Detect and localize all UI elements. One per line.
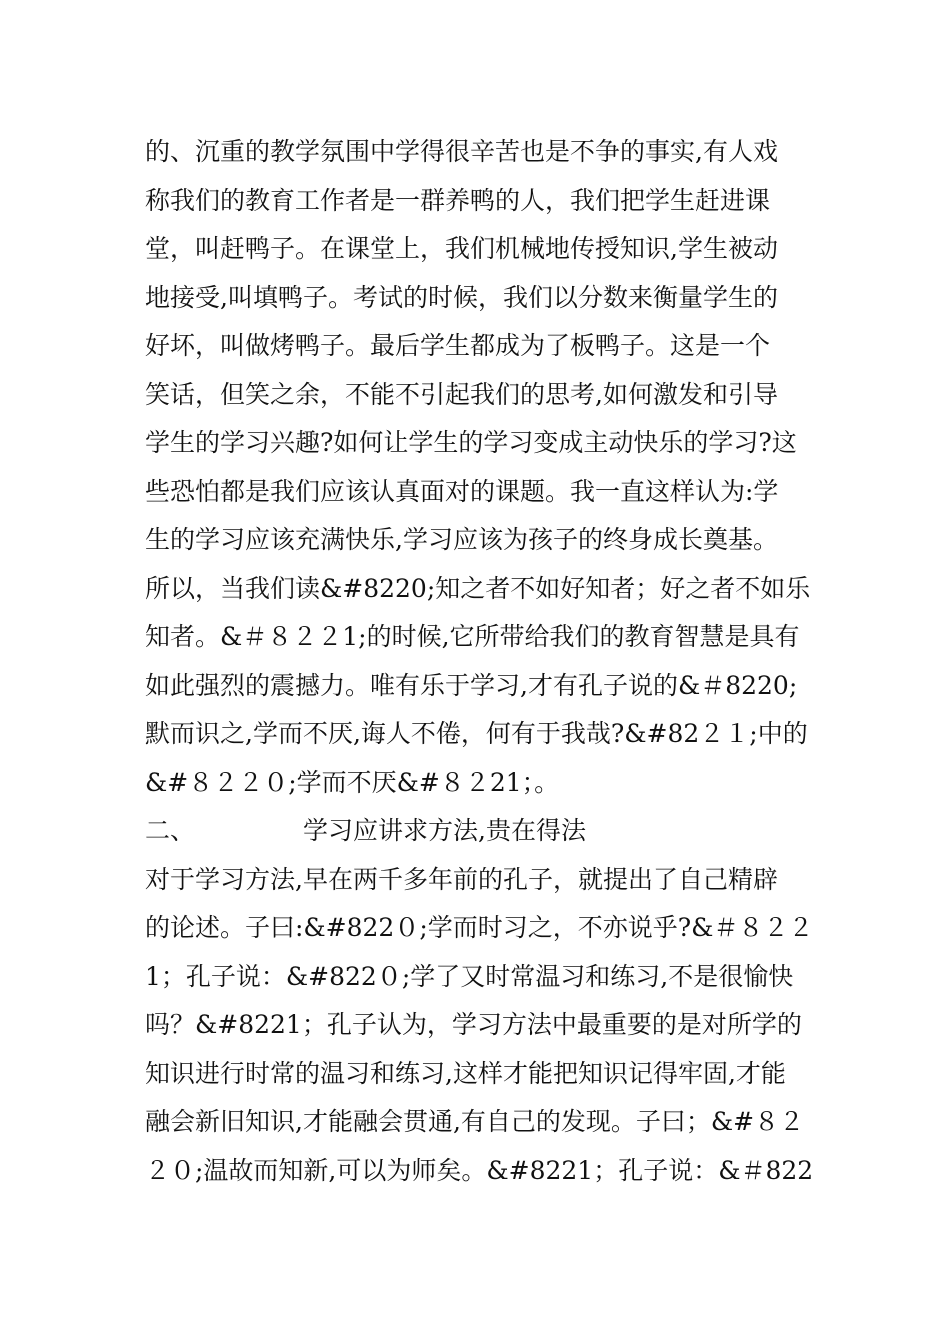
- text-line: 的论述。子曰:&#822０;学而时习之，不亦说乎?&＃８２２: [145, 913, 814, 942]
- section-number: 二、: [145, 816, 196, 845]
- text-line: 如此强烈的震撼力。唯有乐于学习,才有孔子说的&＃8220;: [145, 670, 798, 700]
- text-line: 笑话，但笑之余，不能不引起我们的思考,如何激发和引导: [145, 379, 778, 409]
- text-line: 堂，叫赶鸭子。在课堂上，我们机械地传授知识,学生被动: [145, 234, 778, 263]
- text-line: 对于学习方法,早在两千多年前的孔子，就提出了自己精辟: [145, 864, 778, 894]
- text-line: 知识进行时常的温习和练习,这样才能把知识记得牢固,才能: [145, 1058, 786, 1088]
- text-line: 些恐怕都是我们应该认真面对的课题。我一直这样认为:学: [145, 476, 779, 506]
- text-line: 融会新旧知识,才能融会贯通,有自己的发现。子曰；&#８２: [145, 1107, 805, 1136]
- text-line: 吗？&#8221；孔子认为，学习方法中最重要的是对所学的: [145, 1010, 802, 1039]
- text-line: 生的学习应该充满快乐,学习应该为孩子的终身成长奠基。: [145, 525, 778, 554]
- text-line: 的、沉重的教学氛围中学得很辛苦也是不争的事实,有人戏: [145, 137, 778, 166]
- text-line: 地接受,叫填鸭子。考试的时候，我们以分数来衡量学生的: [145, 282, 778, 312]
- body-text: [145, 128, 825, 1195]
- text-line: 知者。&＃８２２1;的时候,它所带给我们的教育智慧是具有: [145, 622, 800, 651]
- text-line: 1；孔子说：&#822０;学了又时常温习和练习,不是很愉快: [145, 961, 794, 991]
- section-title: 学习应讲求方法,贵在得法: [303, 816, 586, 845]
- text-line: 默而识之,学而不厌,诲人不倦，何有于我哉?&#82２１;中的: [145, 719, 808, 748]
- section-heading: [145, 807, 825, 856]
- text-line: ２０;温故而知新,可以为师矣。&#8221；孔子说：&＃822: [145, 1155, 814, 1185]
- text-line: 好坏，叫做烤鸭子。最后学生都成为了板鸭子。这是一个: [145, 331, 771, 360]
- text-line: 所以，当我们读&#8220;知之者不如好知者；好之者不如乐: [145, 573, 811, 603]
- text-line: &#８２２０;学而不厌&#８２21；。: [145, 767, 560, 797]
- text-line: 学生的学习兴趣?如何让学生的学习变成主动快乐的学习?这: [145, 428, 797, 457]
- text-line: 称我们的教育工作者是一群养鸭的人，我们把学生赶进课: [145, 185, 771, 215]
